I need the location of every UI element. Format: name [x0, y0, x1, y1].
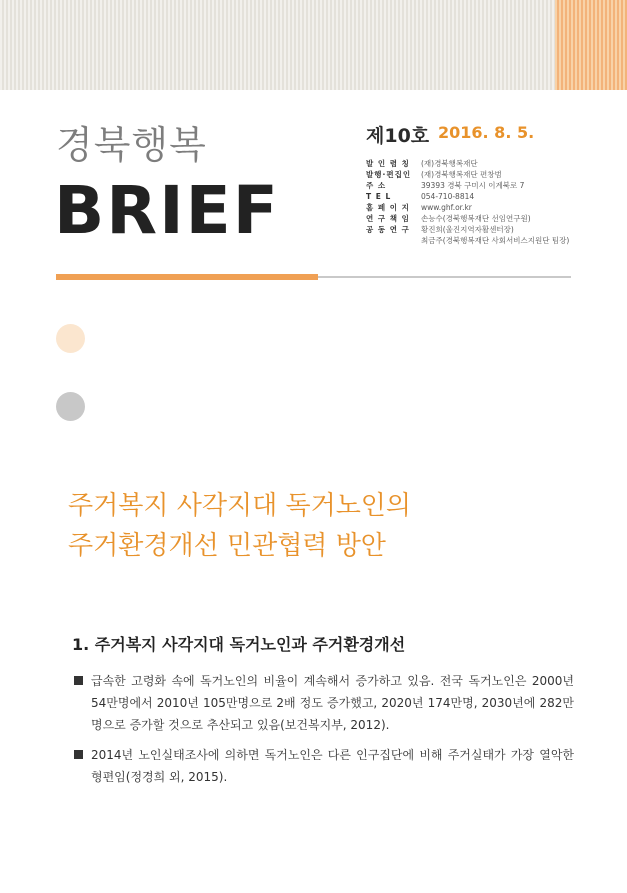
top-decorative-band — [0, 0, 627, 90]
info-value: www.ghf.or.kr — [421, 203, 472, 212]
divider-orange — [56, 274, 318, 280]
info-row — [366, 180, 569, 191]
square-bullet-icon — [74, 676, 83, 685]
info-row — [366, 191, 569, 202]
info-row — [366, 202, 569, 213]
info-label — [366, 235, 421, 246]
report-title-line1: 주거복지 사각지대 독거노인의 — [68, 491, 412, 521]
info-label: 연 구 책 임 — [366, 214, 410, 223]
info-label: 주 소 — [366, 181, 387, 190]
info-label: 홈 페 이 지 — [366, 203, 410, 212]
section-heading: 1. 주거복지 사각지대 독거노인과 주거환경개선 — [72, 635, 406, 654]
info-value: 최금주(경북행복재단 사회서비스지원단 팀장) — [421, 236, 570, 245]
info-value: 39393 경북 구미시 이계북로 7 — [421, 181, 525, 190]
report-title — [68, 486, 411, 566]
info-value: 황진희(울진지역자활센터장) — [421, 225, 514, 234]
info-value: 054-710-8814 — [421, 192, 475, 201]
info-row — [366, 158, 569, 169]
info-value: (재)경북행복재단 편창범 — [421, 170, 502, 179]
info-value: 손능수(경북행복재단 선임연구원) — [421, 214, 531, 223]
decorative-dot-gray — [56, 392, 85, 421]
decorative-dot-peach — [56, 324, 85, 353]
info-row — [366, 224, 569, 235]
info-row — [366, 213, 569, 224]
info-label: 발 인 렴 칭 — [366, 159, 410, 168]
top-orange-accent — [555, 0, 627, 90]
info-label: T E L — [366, 192, 392, 201]
bullet-text: 2014년 노인실태조사에 의하면 독거노인은 다른 인구집단에 비해 주거실태가 가장 열악한 형편임(정경희 외, 2015). — [91, 748, 574, 784]
square-bullet-icon — [74, 750, 83, 759]
info-row — [366, 169, 569, 180]
info-row — [366, 235, 569, 246]
bullet-item — [74, 744, 574, 788]
publication-info — [366, 158, 569, 246]
info-label: 공 동 연 구 — [366, 225, 410, 234]
issue-date: 2016. 8. 5. — [438, 123, 535, 142]
issue-number: 제10호 — [366, 125, 430, 147]
info-label: 발행·편집인 — [366, 170, 412, 179]
divider-gray — [318, 276, 571, 278]
report-title-line2: 주거환경개선 민관협력 방안 — [68, 531, 386, 561]
bullet-list — [74, 670, 574, 796]
brief-title: BRIEF — [54, 172, 280, 249]
brand-title: 경북행복 — [56, 123, 207, 167]
bullet-text: 급속한 고령화 속에 독거노인의 비율이 계속해서 증가하고 있음. 전국 독거노인은 2000년 54만명에서 2010년 105만명으로 2배 정도 증가했고, 2020년 174만명, 2030년에 282만명으로 증가할 것으로 추산되고 있음(보건복지부, 2012). — [91, 674, 574, 732]
info-value: (재)경북행복재단 — [421, 159, 478, 168]
bullet-item — [74, 670, 574, 736]
